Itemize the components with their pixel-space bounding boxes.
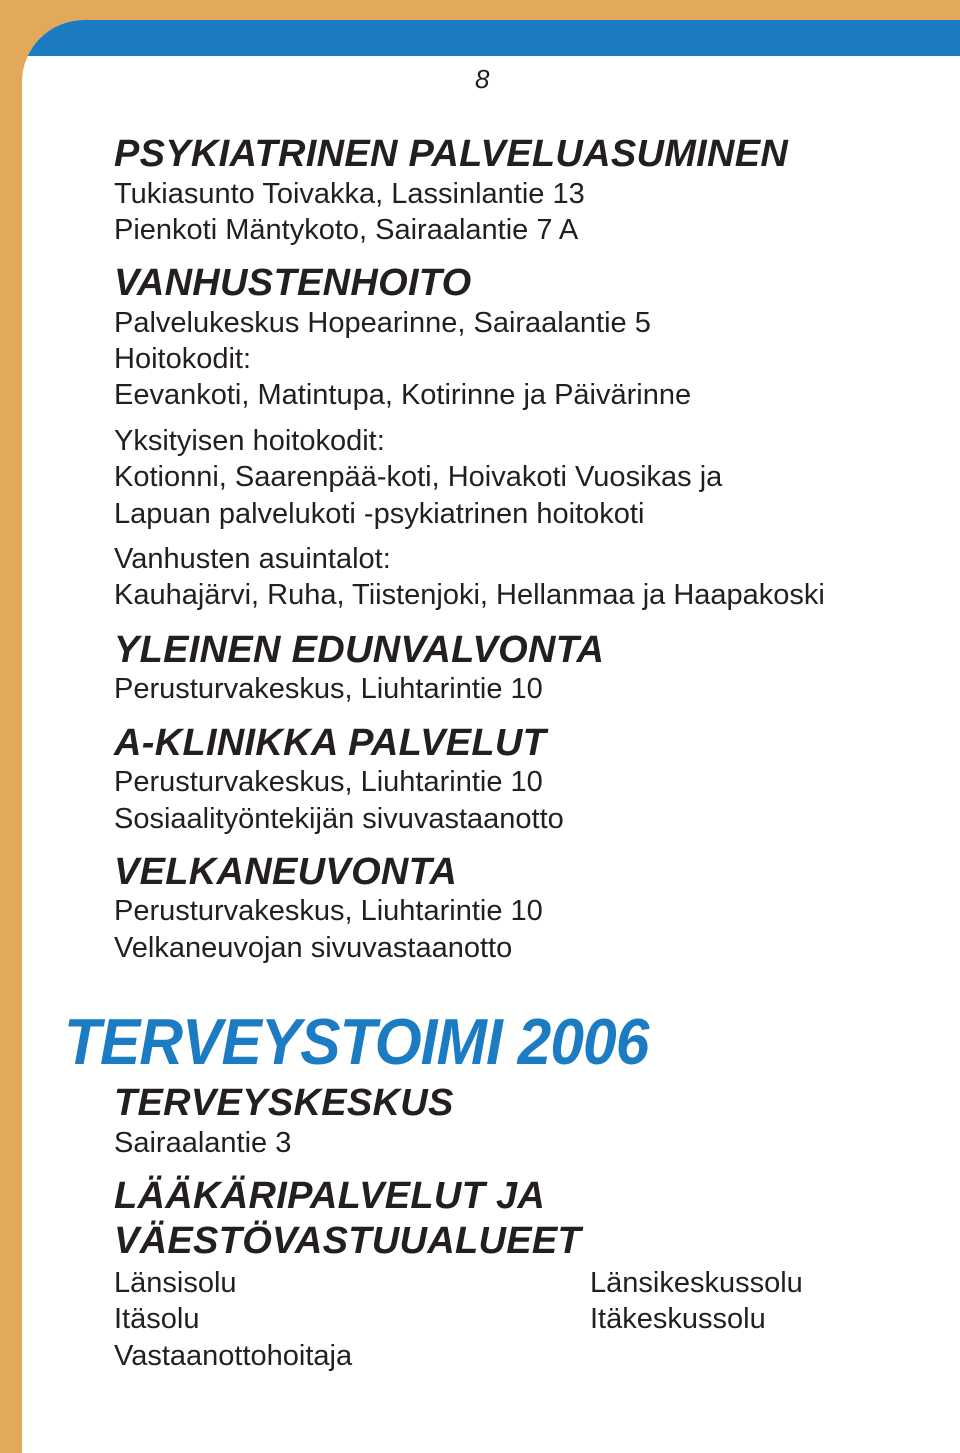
- section-title-psykiatrinen: PSYKIATRINEN PALVELUASUMINEN: [114, 133, 789, 175]
- text-line: Perusturvakeskus, Liuhtarintie 10: [114, 895, 543, 927]
- text-line: Sosiaalityöntekijän sivuvastaanotto: [114, 803, 564, 835]
- text-line: Kotionni, Saarenpää-koti, Hoivakoti Vuosikas ja: [114, 461, 723, 493]
- section-title-laakaripalvelut: LÄÄKÄRIPALVELUT JA: [114, 1175, 546, 1217]
- text-line: Eevankoti, Matintupa, Kotirinne ja Päivärinne: [114, 379, 692, 411]
- text-line: Itäkeskussolu: [590, 1303, 766, 1335]
- section-title-a-klinikka: A-KLINIKKA PALVELUT: [114, 722, 547, 764]
- text-line: Tukiasunto Toivakka, Lassinlantie 13: [114, 178, 585, 210]
- text-line: Lapuan palvelukoti -psykiatrinen hoitokoti: [114, 498, 645, 530]
- page-number: 8: [475, 64, 490, 94]
- text-line: Palvelukeskus Hopearinne, Sairaalantie 5: [114, 307, 651, 339]
- text-line: Perusturvakeskus, Liuhtarintie 10: [114, 766, 543, 798]
- section-title-terveyskeskus: TERVEYSKESKUS: [114, 1082, 454, 1124]
- section-title-vaestovastuualueet: VÄESTÖVASTUUALUEET: [114, 1220, 582, 1262]
- text-line: Sairaalantie 3: [114, 1127, 292, 1159]
- text-line: Itäsolu: [114, 1303, 200, 1335]
- page-sheet: [22, 20, 960, 1453]
- text-line: Velkaneuvojan sivuvastaanotto: [114, 932, 513, 964]
- text-line: Yksityisen hoitokodit:: [114, 425, 385, 457]
- top-blue-band: [22, 20, 960, 56]
- section-title-edunvalvonta: YLEINEN EDUNVALVONTA: [114, 629, 605, 671]
- text-line: Vastaanottohoitaja: [114, 1340, 353, 1372]
- text-line: Länsikeskussolu: [590, 1267, 803, 1299]
- text-line: Vanhusten asuintalot:: [114, 543, 391, 575]
- section-title-vanhustenhoito: VANHUSTENHOITO: [114, 262, 472, 304]
- text-line: Kauhajärvi, Ruha, Tiistenjoki, Hellanmaa ja Haapakoski: [114, 579, 825, 611]
- terveystoimi-heading: TERVEYSTOIMI 2006: [64, 1005, 649, 1078]
- text-line: Länsisolu: [114, 1267, 237, 1299]
- section-title-velkaneuvonta: VELKANEUVONTA: [114, 851, 458, 893]
- text-line: Perusturvakeskus, Liuhtarintie 10: [114, 673, 543, 705]
- text-line: Pienkoti Mäntykoto, Sairaalantie 7 A: [114, 214, 579, 246]
- text-line: Hoitokodit:: [114, 343, 252, 375]
